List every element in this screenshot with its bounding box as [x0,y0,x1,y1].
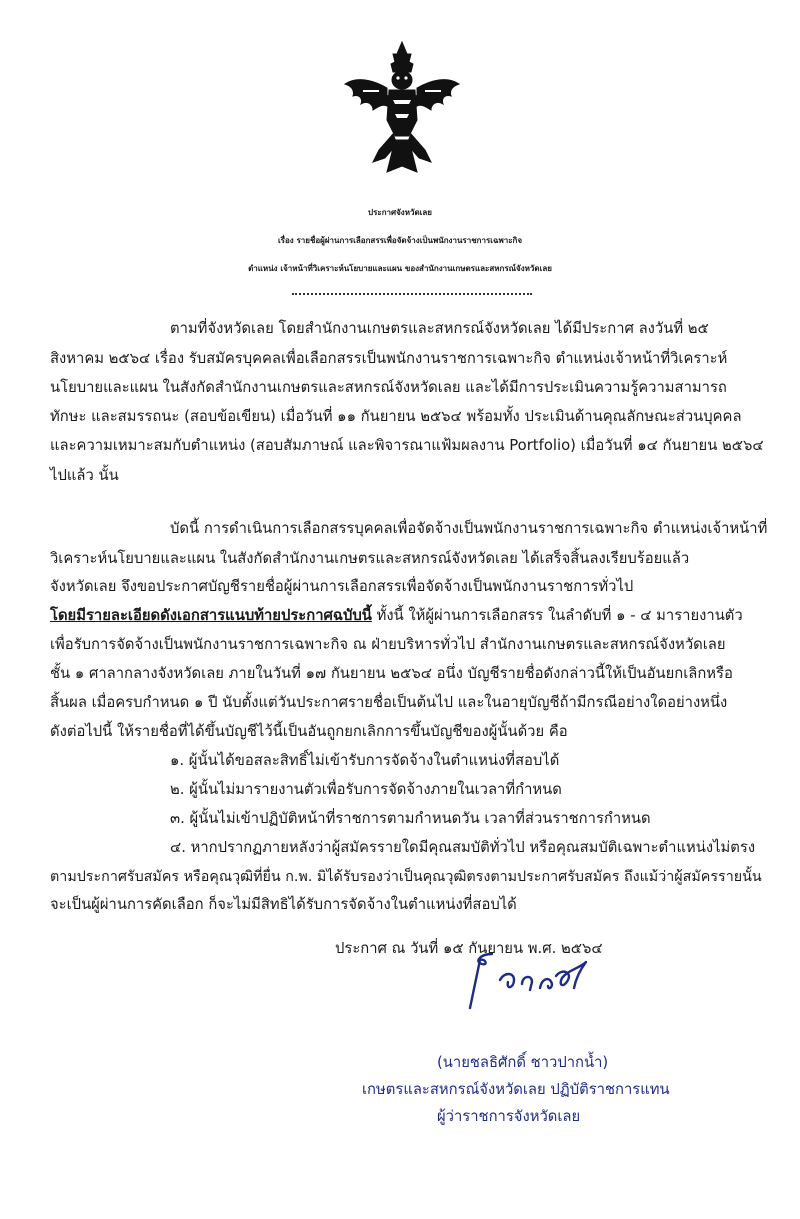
para2-line: เพื่อรับการจัดจ้างเป็นพนักงานราชการเฉพาะกิจ ณ ฝ่ายบริหารทั่วไป สำนักงานเกษตรและสหกรณ์จังหวัดเลย [50,636,726,653]
garuda-emblem-icon [343,40,461,180]
para1-line: สิงหาคม ๒๕๖๔ เรื่อง รับสมัครบุคคลเพื่อเลือกสรรเป็นพนักงานราชการเฉพาะกิจ ตำแหน่งเจ้าหน้าที่วิเคราะห์ [50,350,728,367]
signer-position: เกษตรและสหกรณ์จังหวัดเลย ปฏิบัติราชการแทน [362,1081,670,1098]
condition-item: ๓. ผู้นั้นไม่เข้าปฏิบัติหน้าที่ราชการตามกำหนดวัน เวลาที่ส่วนราชการกำหนด [170,810,651,827]
condition-item: ๒. ผู้นั้นไม่มารายงานตัวเพื่อรับการจัดจ้างภายในเวลาที่กำหนด [170,781,562,798]
para1-line: ตามที่จังหวัดเลย โดยสำนักงานเกษตรและสหกรณ์จังหวัดเลย ได้มีประกาศ ลงวันที่ ๒๕ [170,320,709,337]
para2-line: บัดนี้ การดำเนินการเลือกสรรบุคคลเพื่อจัดจ้างเป็นพนักงานราชการเฉพาะกิจ ตำแหน่งเจ้าหน้าที่ [170,520,768,537]
para2-line: สิ้นผล เมื่อครบกำหนด ๑ ปี นับตั้งแต่วันประกาศรายชื่อเป็นต้นไป และในอายุบัญชีถ้ามีกรณีอย่างใดอย่างหนึ่ง [50,694,728,711]
para2-line-attachment [50,609,743,624]
para1-line: ทักษะ และสมรรถนะ (สอบข้อเขียน) เมื่อวันที่ ๑๑ กันยายน ๒๕๖๔ พร้อมทั้ง ประเมินด้านคุณลักษณะส่วนบุคคล [50,408,742,425]
announce-date: ประกาศ ณ วันที่ ๑๕ กันยายน พ.ศ. ๒๕๖๔ [335,940,603,957]
para1-line: และความเหมาะสมกับตำแหน่ง (สอบสัมภาษณ์ และพิจารณาแฟ้มผลงาน Portfolio) เมื่อวันที่ ๑๔ กันยายน ๒๕๖๔ [50,437,764,454]
announcement-subject: เรื่อง รายชื่อผู้ผ่านการเลือกสรรเพื่อจัดจ้างเป็นพนักงานราชการเฉพาะกิจ [277,236,523,245]
condition-item-continued: จะเป็นผู้ผ่านการคัดเลือก ก็จะไม่มีสิทธิได้รับการจัดจ้างในตำแหน่งที่สอบได้ [50,896,517,913]
signer-position-governor: ผู้ว่าราชการจังหวัดเลย [437,1108,581,1125]
para2-line: ชั้น ๑ ศาลากลางจังหวัดเลย ภายในวันที่ ๑๗ กันยายน ๒๕๖๔ อนึ่ง บัญชีรายชื่อดังกล่าวนี้ให้เป็นอันยกเลิกหรือ [50,665,733,682]
announcement-position: ตำแหน่ง เจ้าหน้าที่วิเคราะห์นโยบายและแผน ของสำนักงานเกษตรและสหกรณ์จังหวัดเลย [248,264,552,273]
attachment-reference: โดยมีรายละเอียดดังเอกสารแนบท้ายประกาศฉบับนี้ [50,607,372,624]
para2-line-rest: ทั้งนี้ ให้ผู้ผ่านการเลือกสรร ในลำดับที่ ๑ - ๔ มารายงานตัว [371,607,743,624]
para2-line: จังหวัดเลย จึงขอประกาศบัญชีรายชื่อผู้ผ่านการเลือกสรรเพื่อจัดจ้างเป็นพนักงานราชการทั่วไป [50,578,634,595]
divider-dotted [292,293,532,295]
condition-item: ๑. ผู้นั้นได้ขอสละสิทธิ์ไม่เข้ารับการจัดจ้างในตำแหน่งที่สอบได้ [170,752,560,769]
signer-name: (นายชลธิศักดิ์ ชาวปากน้ำ) [437,1054,609,1071]
para1-line: นโยบายและแผน ในสังกัดสำนักงานเกษตรและสหกรณ์จังหวัดเลย และได้มีการประเมินความรู้ความสามารถ [50,379,727,396]
para2-line: ดังต่อไปนี้ ให้รายชื่อที่ได้ขึ้นบัญชีไว้นี้เป็นอันถูกยกเลิกการขึ้นบัญชีของผู้นั้นด้วย คือ [50,723,568,740]
condition-item: ๔. หากปรากฏภายหลังว่าผู้สมัครรายใดมีคุณสมบัติทั่วไป หรือคุณสมบัติเฉพาะตำแหน่งไม่ตรง [170,839,756,856]
para2-line: วิเคราะห์นโยบายและแผน ในสังกัดสำนักงานเกษตรและสหกรณ์จังหวัดเลย ได้เสร็จสิ้นลงเรียบร้อยแล้ว [50,550,690,567]
announcement-title: ประกาศจังหวัดเลย [368,208,432,217]
condition-item-continued: ตามประกาศรับสมัคร หรือคุณวุฒิที่ยื่น ก.พ. มิได้รับรองว่าเป็นคุณวุฒิตรงตามประกาศรับสมัคร ถึงแม้ว่าผู้สมัครรายนั้น [50,869,762,885]
para1-line: ไปแล้ว นั้น [50,467,119,484]
signature-mark [452,948,612,1018]
